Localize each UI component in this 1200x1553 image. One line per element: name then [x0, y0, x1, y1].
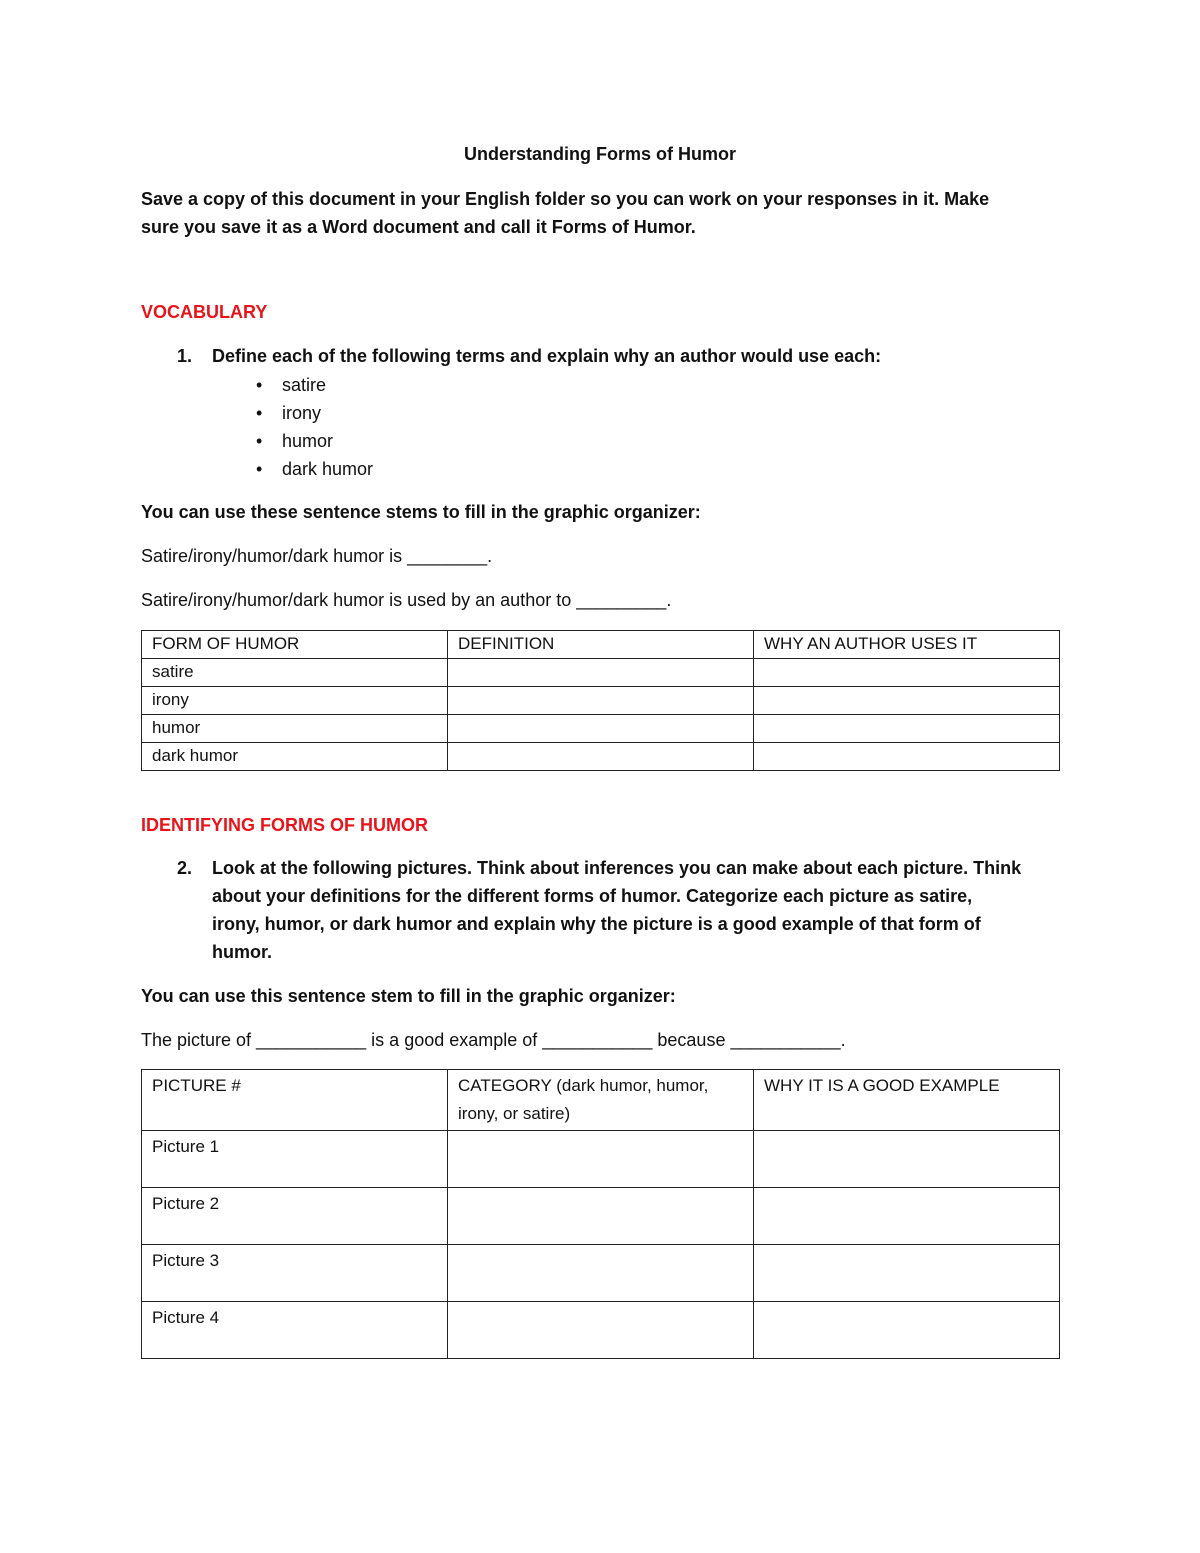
term-bullet	[256, 431, 456, 455]
why-cell[interactable]	[754, 743, 1060, 771]
header-form-of-humor: FORM OF HUMOR	[142, 631, 448, 659]
row-label: humor	[142, 715, 448, 743]
definition-cell[interactable]	[448, 743, 754, 771]
table-row	[142, 1188, 1060, 1245]
question-1-number: 1.	[177, 346, 193, 366]
why-cell[interactable]	[754, 687, 1060, 715]
sentence-stem-2: Satire/irony/humor/dark humor is used by an author to _________.	[141, 590, 672, 610]
why-cell[interactable]	[754, 659, 1060, 687]
header-definition: DEFINITION	[448, 631, 754, 659]
question-2-number: 2.	[177, 858, 193, 878]
pictures-organizer-table	[141, 1069, 1060, 1359]
table-row	[142, 743, 1060, 771]
stems-heading: You can use these sentence stems to fill in the graphic organizer:	[141, 502, 701, 522]
row-label: satire	[142, 659, 448, 687]
intro-line-2: sure you save it as a Word document and call it Forms of Humor.	[141, 217, 696, 237]
term-humor: humor	[282, 431, 334, 451]
bullet-icon: •	[256, 403, 263, 423]
table-header-row	[142, 1070, 1060, 1131]
example-cell[interactable]	[754, 1302, 1060, 1359]
definition-cell[interactable]	[448, 715, 754, 743]
row-label: dark humor	[142, 743, 448, 771]
intro-line-1: Save a copy of this document in your English folder so you can work on your responses in it. Make	[141, 189, 990, 209]
table-row	[142, 1302, 1060, 1359]
why-cell[interactable]	[754, 715, 1060, 743]
term-satire: satire	[282, 375, 327, 395]
bullet-icon: •	[256, 431, 263, 451]
header-why-good-example: WHY IT IS A GOOD EXAMPLE	[754, 1070, 1060, 1131]
table-row	[142, 1131, 1060, 1188]
category-cell[interactable]	[448, 1131, 754, 1188]
row-label: Picture 4	[142, 1302, 448, 1359]
table-row	[142, 1245, 1060, 1302]
row-label: Picture 3	[142, 1245, 448, 1302]
question-2-line-4: humor.	[212, 942, 273, 962]
example-cell[interactable]	[754, 1131, 1060, 1188]
header-picture-number: PICTURE #	[142, 1070, 448, 1131]
category-cell[interactable]	[448, 1302, 754, 1359]
vocabulary-organizer-table	[141, 630, 1060, 771]
question-2-line-2: about your definitions for the different forms of humor. Categorize each picture as satire,	[212, 886, 973, 906]
sentence-stem-1: Satire/irony/humor/dark humor is ________.	[141, 546, 493, 566]
bullet-icon: •	[256, 375, 263, 395]
term-bullet	[256, 459, 456, 483]
table-header-row	[142, 631, 1060, 659]
header-category: CATEGORY (dark humor, humor, irony, or satire)	[448, 1070, 754, 1131]
row-label: Picture 2	[142, 1188, 448, 1245]
row-label: irony	[142, 687, 448, 715]
row-label: Picture 1	[142, 1131, 448, 1188]
table-row	[142, 715, 1060, 743]
definition-cell[interactable]	[448, 687, 754, 715]
stem-heading: You can use this sentence stem to fill in the graphic organizer:	[141, 986, 676, 1006]
vocabulary-heading: VOCABULARY	[141, 302, 268, 322]
identifying-heading: IDENTIFYING FORMS OF HUMOR	[141, 815, 428, 835]
question-2-line-3: irony, humor, or dark humor and explain why the picture is a good example of that form of	[212, 914, 981, 934]
term-bullet	[256, 375, 456, 399]
sentence-stem: The picture of ___________ is a good example of ___________ because ___________.	[141, 1030, 846, 1050]
example-cell[interactable]	[754, 1245, 1060, 1302]
question-1-text: Define each of the following terms and explain why an author would use each:	[212, 346, 882, 366]
term-dark-humor: dark humor	[282, 459, 374, 479]
definition-cell[interactable]	[448, 659, 754, 687]
header-why-author-uses: WHY AN AUTHOR USES IT	[754, 631, 1060, 659]
category-cell[interactable]	[448, 1245, 754, 1302]
table-row	[142, 659, 1060, 687]
bullet-icon: •	[256, 459, 263, 479]
table-row	[142, 687, 1060, 715]
example-cell[interactable]	[754, 1188, 1060, 1245]
term-bullet	[256, 403, 456, 427]
term-irony: irony	[282, 403, 322, 423]
page-title: Understanding Forms of Humor	[463, 144, 736, 164]
category-cell[interactable]	[448, 1188, 754, 1245]
question-2-line-1: Look at the following pictures. Think about inferences you can make about each picture. Think	[212, 858, 1022, 878]
